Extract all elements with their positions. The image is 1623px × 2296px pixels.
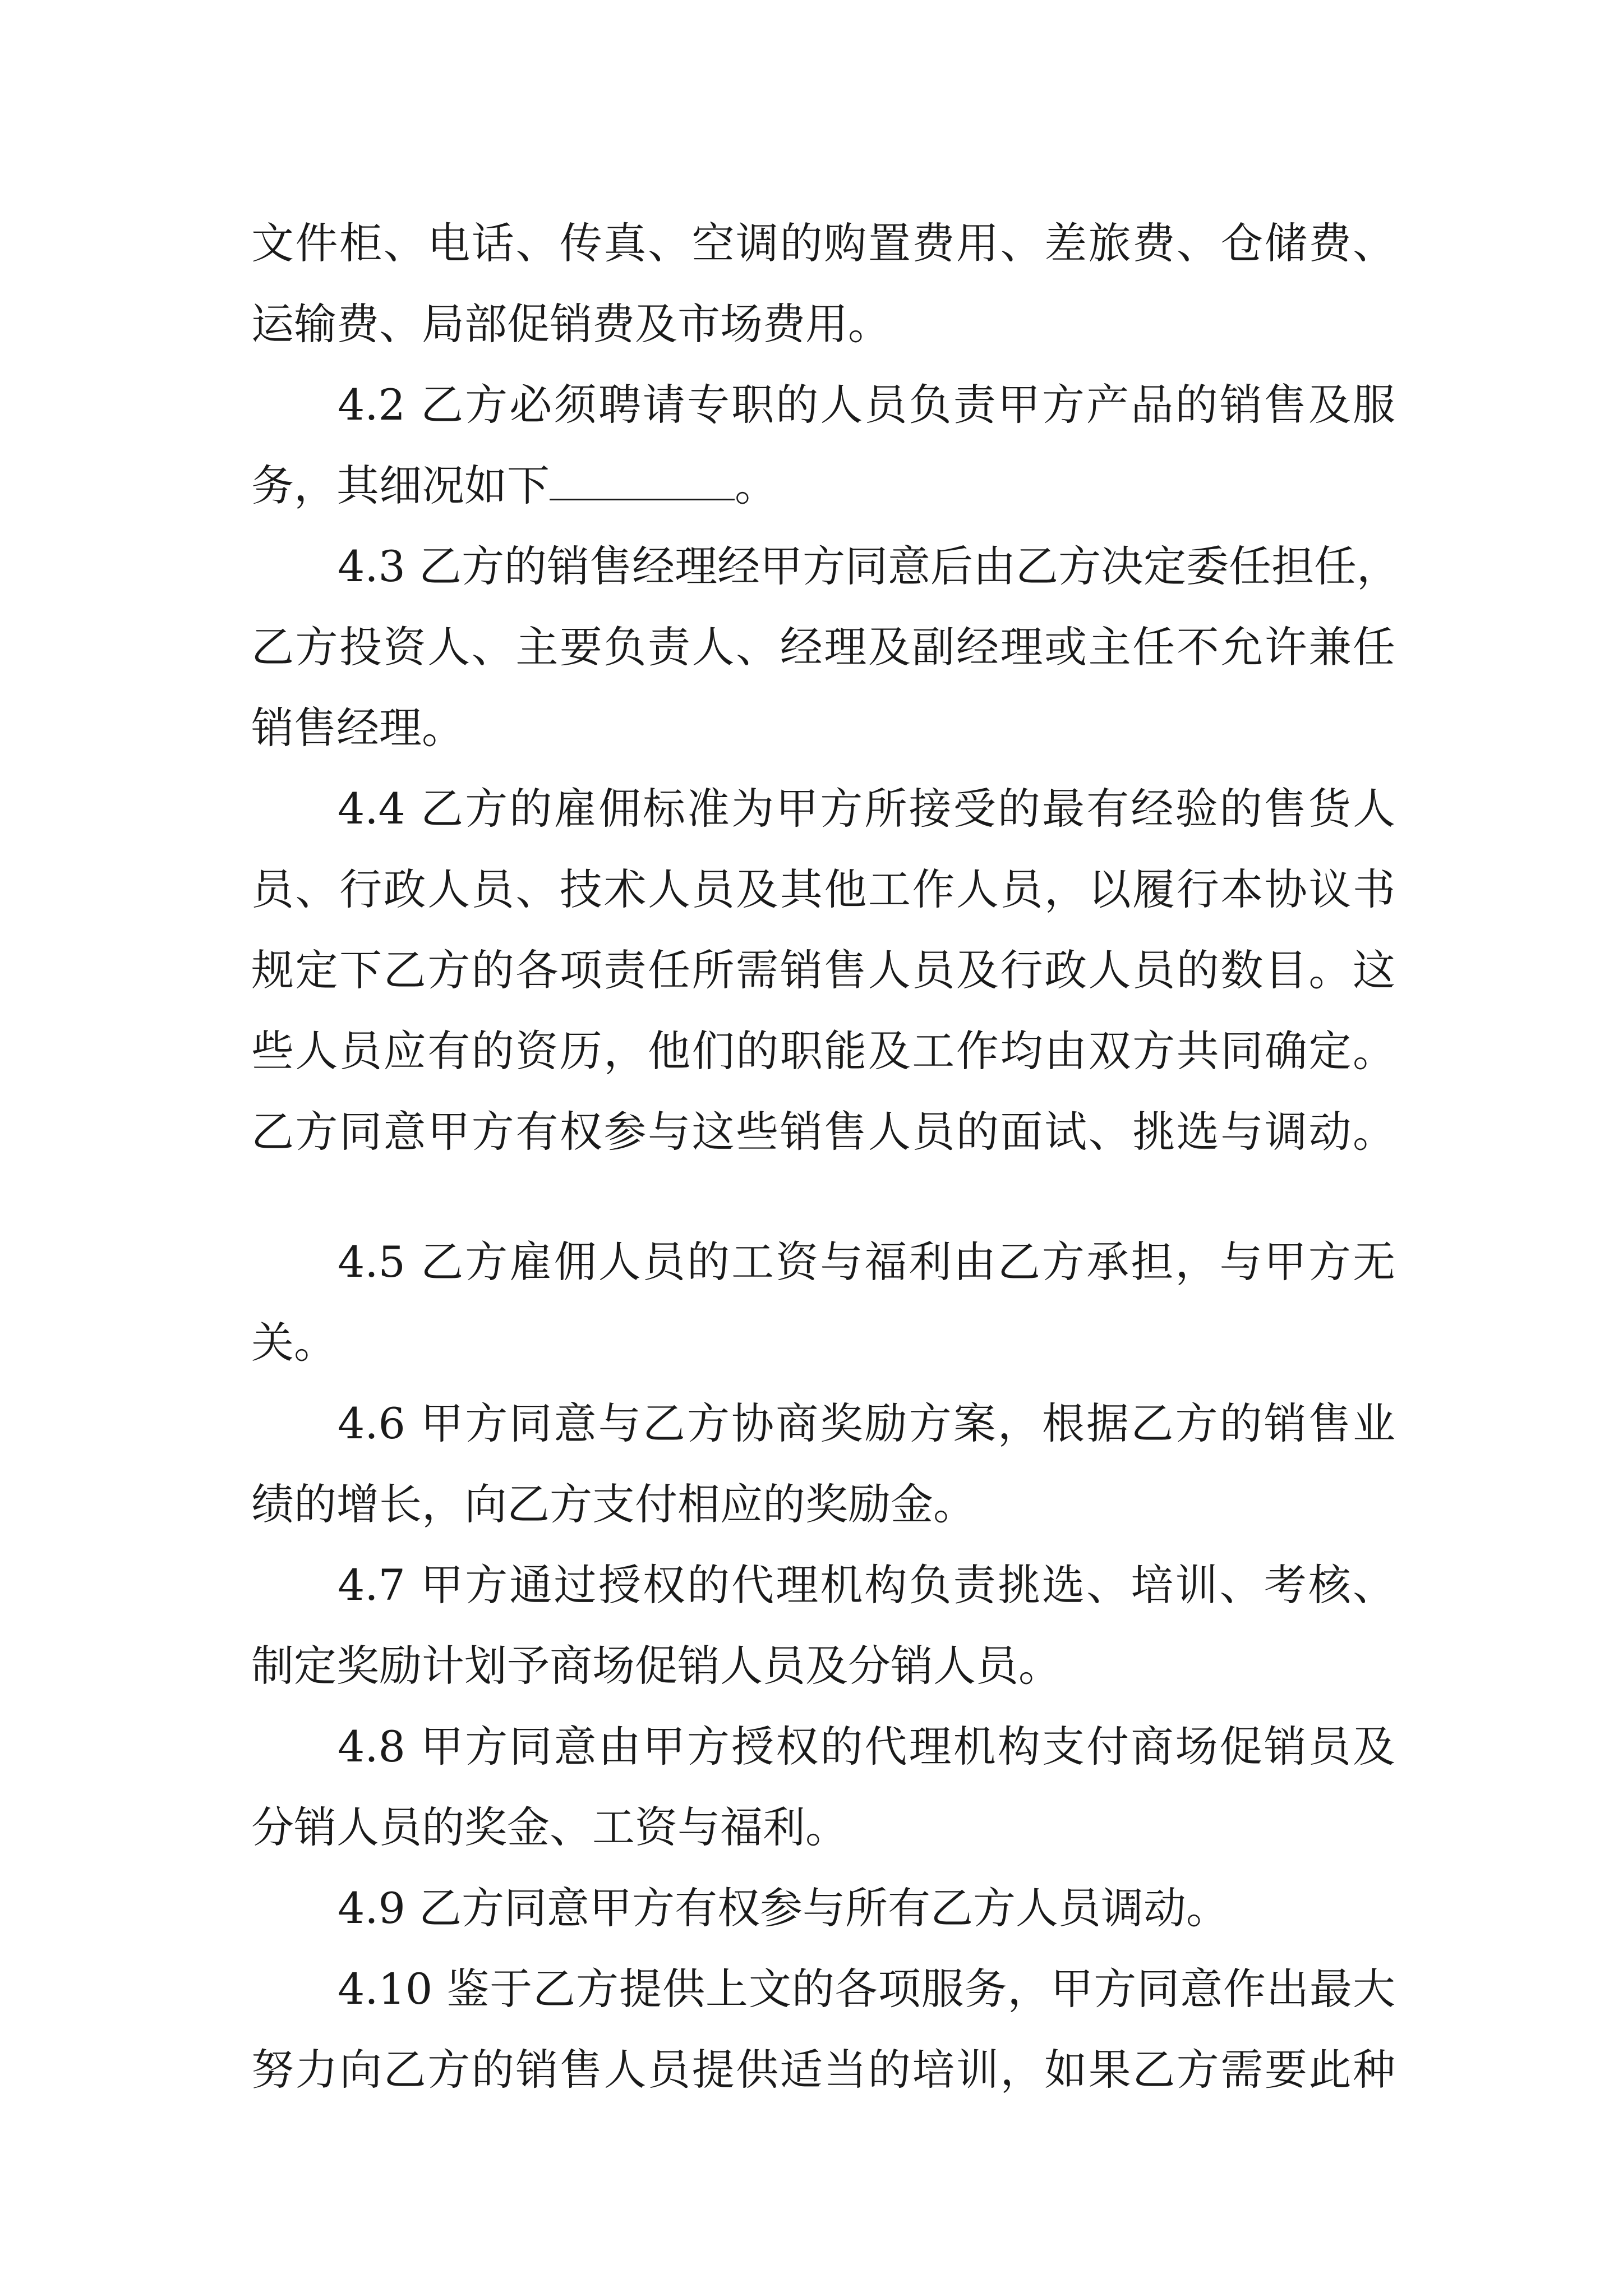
paragraph-line: 规定下乙方的各项责任所需销售人员及行政人员的数目。这 bbox=[251, 945, 1395, 995]
paragraph-line bbox=[251, 458, 1395, 514]
paragraph-line: 4.6 甲方同意与乙方协商奖励方案，根据乙方的销售业 bbox=[338, 1398, 1395, 1448]
paragraph-line: 4.9 乙方同意甲方有权参与所有乙方人员调动。 bbox=[338, 1883, 1229, 1933]
paragraph-line: 关。 bbox=[251, 1318, 336, 1368]
paragraph-line: 员、行政人员、技术人员及其他工作人员，以履行本协议书 bbox=[251, 864, 1395, 914]
paragraph-line: 文件柜、电话、传真、空调的购置费用、差旅费、仓储费、 bbox=[251, 218, 1395, 268]
paragraph-line: 乙方投资人、主要负责人、经理及副经理或主任不允许兼任 bbox=[251, 622, 1395, 672]
paragraph-line: 分销人员的奖金、工资与福利。 bbox=[251, 1802, 848, 1852]
fill-in-blank bbox=[550, 459, 735, 500]
paragraph-line: 运输费、局部促销费及市场费用。 bbox=[251, 299, 891, 349]
paragraph-line: 乙方同意甲方有权参与这些销售人员的面试、挑选与调动。 bbox=[251, 1107, 1395, 1157]
paragraph-line: 4.3 乙方的销售经理经甲方同意后由乙方决定委任担任， bbox=[338, 541, 1400, 591]
paragraph-line: 4.5 乙方雇佣人员的工资与福利由乙方承担，与甲方无 bbox=[338, 1237, 1395, 1287]
paragraph-line: 4.8 甲方同意由甲方授权的代理机构支付商场促销员及 bbox=[338, 1722, 1395, 1772]
paragraph-line: 4.7 甲方通过授权的代理机构负责挑选、培训、考核、 bbox=[338, 1560, 1395, 1610]
paragraph-line: 些人员应有的资历，他们的职能及工作均由双方共同确定。 bbox=[251, 1026, 1395, 1076]
paragraph-line: 努力向乙方的销售人员提供适当的培训，如果乙方需要此种 bbox=[251, 2045, 1395, 2095]
paragraph-line: 4.10 鉴于乙方提供上文的各项服务，甲方同意作出最大 bbox=[338, 1964, 1395, 2014]
paragraph-text: 。 bbox=[735, 461, 777, 510]
paragraph-text: 务，其细况如下 bbox=[251, 461, 550, 510]
paragraph-line: 绩的增长，向乙方支付相应的奖励金。 bbox=[251, 1479, 976, 1529]
paragraph-line: 销售经理。 bbox=[251, 703, 464, 753]
paragraph-line: 制定奖励计划予商场促销人员及分销人员。 bbox=[251, 1641, 1061, 1691]
paragraph-line: 4.2 乙方必须聘请专职的人员负责甲方产品的销售及服 bbox=[338, 380, 1395, 430]
paragraph-line: 4.4 乙方的雇佣标准为甲方所接受的最有经验的售货人 bbox=[338, 784, 1395, 834]
